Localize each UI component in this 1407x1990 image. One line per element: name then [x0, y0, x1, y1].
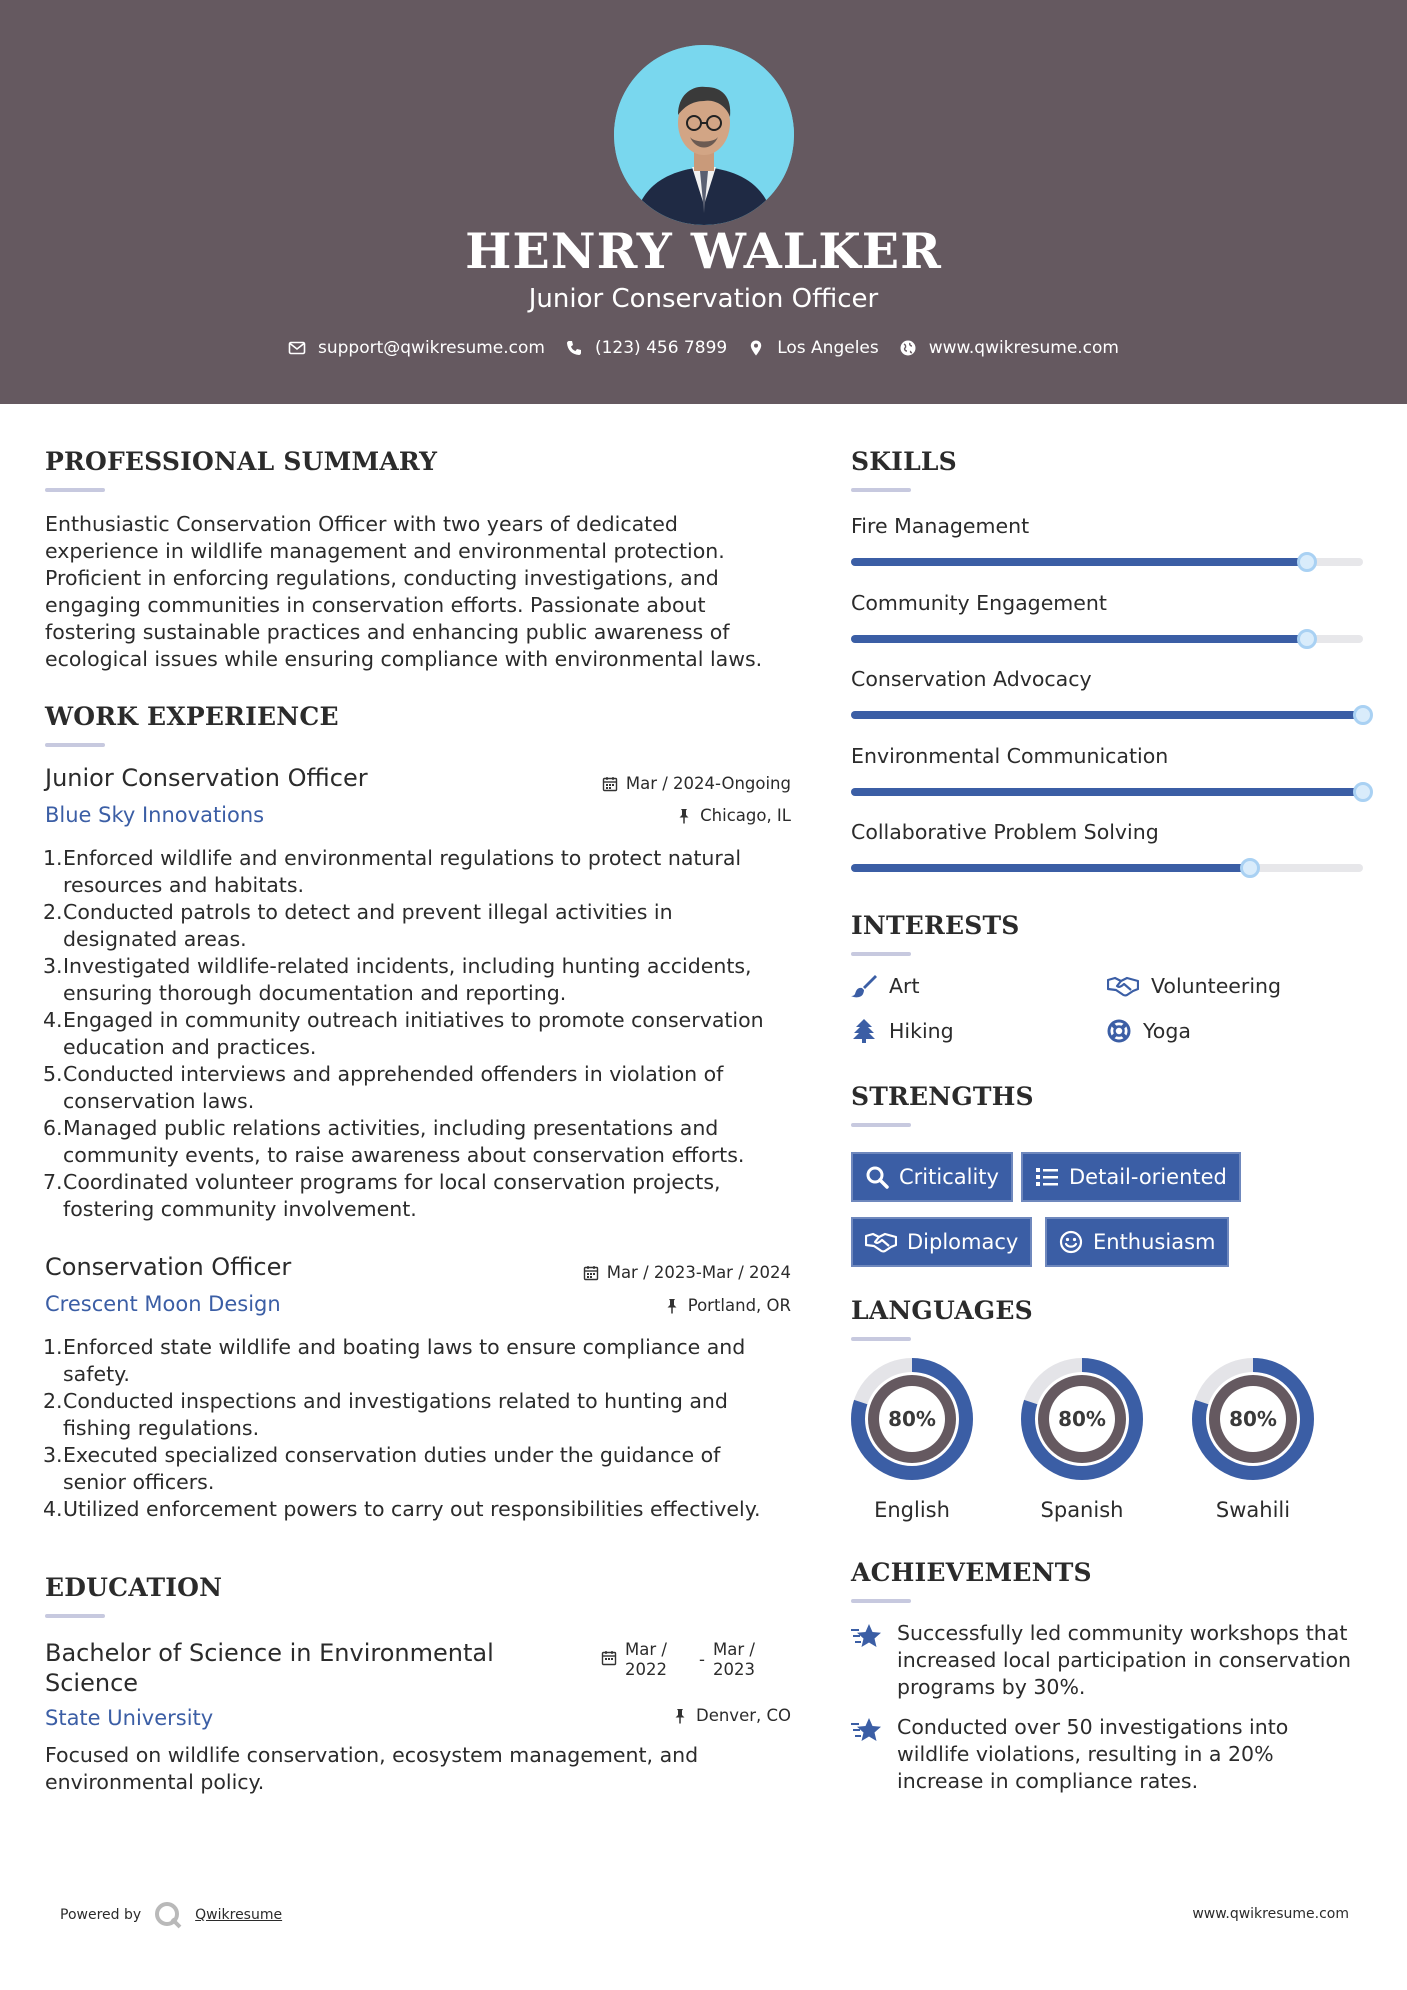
job-dates — [602, 774, 791, 793]
skill-bar-track — [851, 788, 1363, 796]
list-item — [45, 1169, 815, 1223]
strength-label: Criticality — [899, 1165, 999, 1189]
date-dash: - — [699, 1650, 705, 1669]
powered-by-text: Powered by — [60, 1907, 142, 1923]
job-company: Crescent Moon Design — [45, 1292, 281, 1316]
language-name: Swahili — [1215, 1498, 1291, 1522]
language-ring — [1021, 1358, 1143, 1480]
summary-underline — [45, 488, 105, 492]
skill-bar-knob — [1353, 782, 1373, 802]
duty-line: conservation laws. — [63, 1089, 255, 1113]
experience-underline — [45, 743, 105, 747]
candidate-title: Junior Conservation Officer — [528, 284, 879, 314]
smile-icon — [1059, 1230, 1083, 1254]
list-item — [45, 845, 815, 899]
skill-bar-fill — [851, 558, 1307, 566]
language-percent: 80% — [1229, 1407, 1277, 1431]
qwikresume-link[interactable]: Qwikresume — [195, 1907, 283, 1923]
list-number: 3. — [43, 954, 63, 978]
duty-line: ensuring thorough documentation and reporting. — [63, 981, 567, 1005]
strength-detail-oriented — [1021, 1152, 1241, 1202]
strength-label: Enthusiasm — [1093, 1230, 1216, 1254]
skills-underline — [851, 488, 911, 492]
globe-icon — [899, 339, 917, 357]
education-location — [672, 1706, 791, 1725]
interest-hiking — [851, 1019, 954, 1043]
skill-label: Fire Management — [851, 514, 1030, 538]
duty-line: fishing regulations. — [63, 1416, 260, 1440]
achievement-line: increase in compliance rates. — [897, 1769, 1199, 1793]
tree-icon — [851, 1019, 877, 1043]
job-location — [676, 806, 791, 825]
interest-yoga — [1107, 1019, 1191, 1043]
profile-photo — [614, 45, 794, 225]
job-duties-list — [45, 845, 815, 1223]
skill-label: Community Engagement — [851, 590, 1107, 615]
achievement-line: programs by 30%. — [897, 1675, 1086, 1699]
duty-line: Enforced wildlife and environmental regulations to protect natural — [63, 846, 742, 870]
job-title: Conservation Officer — [45, 1253, 292, 1281]
duty-line: resources and habitats. — [63, 873, 305, 897]
list-icon — [1035, 1165, 1059, 1189]
duty-line: Coordinated volunteer programs for local conservation projects, — [63, 1170, 721, 1194]
school-name: State University — [45, 1706, 214, 1730]
skill-bar-fill — [851, 711, 1363, 719]
experience-heading: WORK EXPERIENCE — [45, 702, 339, 731]
skills-heading: SKILLS — [851, 447, 957, 476]
duty-line: community events, to raise awareness about conservation efforts. — [63, 1143, 745, 1167]
list-item — [45, 1442, 815, 1496]
skill-label: Conservation Advocacy — [851, 667, 1092, 691]
summary-line: fostering sustainable practices and enhancing public awareness of — [45, 620, 730, 644]
job-dates-text: Mar / 2023-Mar / 2024 — [606, 1263, 791, 1282]
list-number: 7. — [43, 1170, 63, 1194]
education-desc-line: environmental policy. — [45, 1770, 265, 1794]
strength-criticality — [851, 1152, 1013, 1202]
language-percent: 80% — [888, 1407, 936, 1431]
resume-header — [0, 0, 1407, 404]
list-item — [45, 1496, 815, 1523]
education-dates — [601, 1640, 755, 1680]
duty-line: senior officers. — [63, 1470, 215, 1494]
language-name: Spanish — [1040, 1498, 1124, 1522]
language-ring — [851, 1358, 973, 1480]
contact-phone-text: (123) 456 7899 — [594, 338, 728, 358]
education-start — [625, 1640, 667, 1680]
list-number: 1. — [43, 846, 63, 870]
job-location-text: Portland, OR — [687, 1296, 791, 1315]
achievement-line: increased local participation in conservation — [897, 1648, 1351, 1672]
list-item — [45, 1334, 815, 1388]
strengths-underline — [851, 1123, 911, 1127]
strength-diplomacy — [851, 1217, 1032, 1267]
achievement-line: wildlife violations, resulting in a 20% — [897, 1742, 1274, 1766]
candidate-name: HENRY WALKER — [465, 222, 942, 280]
summary-line: Enthusiastic Conservation Officer with two years of dedicated — [45, 512, 678, 536]
footer-website[interactable]: www.qwikresume.com — [1192, 1906, 1349, 1922]
skill-label: Environmental Communication — [851, 743, 1169, 768]
summary-text — [45, 511, 805, 673]
list-item — [45, 1115, 815, 1169]
job-dates-text: Mar / 2024-Ongoing — [625, 774, 791, 793]
skill-bar-track — [851, 711, 1363, 719]
list-number: 4. — [43, 1497, 63, 1521]
language-percent: 80% — [1058, 1407, 1106, 1431]
summary-line: Proficient in enforcing regulations, conducting investigations, and — [45, 566, 719, 590]
list-item — [45, 899, 815, 953]
strength-label: Detail-oriented — [1069, 1165, 1227, 1189]
list-number: 6. — [43, 1116, 63, 1140]
language-ring — [1192, 1358, 1314, 1480]
skill-bar-track — [851, 558, 1363, 566]
summary-line: engaging communities in conservation efforts. Passionate about — [45, 593, 706, 617]
language-item — [1192, 1358, 1314, 1522]
job-dates — [583, 1263, 791, 1282]
language-item — [851, 1358, 973, 1522]
duty-line: Executed specialized conservation duties under the guidance of — [63, 1443, 721, 1467]
achievements-underline — [851, 1599, 911, 1603]
language-item — [1021, 1358, 1143, 1522]
achievement-text — [897, 1620, 1351, 1701]
list-number: 2. — [43, 1389, 63, 1413]
list-number: 4. — [43, 1008, 63, 1032]
magnifier-icon — [865, 1165, 889, 1189]
calendar-icon — [601, 1650, 617, 1666]
achievements-heading: ACHIEVEMENTS — [851, 1558, 1092, 1587]
degree-line: Science — [45, 1669, 139, 1697]
achievement-text — [897, 1714, 1288, 1795]
list-item — [45, 1007, 815, 1061]
list-number: 2. — [43, 900, 63, 924]
list-item — [45, 1061, 815, 1115]
pushpin-icon — [664, 1298, 680, 1314]
skill-bar-knob — [1353, 705, 1373, 725]
end-month: Mar / — [712, 1640, 755, 1659]
summary-line: experience in wildlife management and environmental protection. — [45, 539, 725, 563]
handshake-icon — [1107, 974, 1139, 998]
language-name: English — [874, 1498, 950, 1522]
contact-location-text: Los Angeles — [777, 338, 879, 358]
interest-label: Hiking — [889, 1019, 954, 1043]
education-location-text: Denver, CO — [695, 1706, 791, 1725]
interest-label: Art — [889, 974, 920, 998]
contact-website[interactable] — [899, 338, 1119, 358]
job-location — [664, 1296, 791, 1315]
languages-heading: LANGUAGES — [851, 1296, 1033, 1325]
duty-line: Engaged in community outreach initiatives to promote conservation — [63, 1008, 764, 1032]
contact-phone[interactable] — [565, 338, 727, 358]
strength-enthusiasm — [1045, 1217, 1229, 1267]
degree-title — [45, 1638, 494, 1698]
footer-powered-by — [60, 1900, 282, 1930]
contact-email-text: support@qwikresume.com — [318, 338, 545, 358]
phone-icon — [565, 339, 583, 357]
achievement-line: Successfully led community workshops that — [897, 1621, 1348, 1645]
contact-location — [747, 338, 879, 358]
start-month: Mar / — [625, 1640, 667, 1659]
education-end — [713, 1640, 755, 1680]
duty-line: safety. — [63, 1362, 130, 1386]
interests-underline — [851, 952, 911, 956]
pushpin-icon — [676, 808, 692, 824]
contact-website-text: www.qwikresume.com — [928, 338, 1119, 358]
interest-art — [851, 974, 920, 998]
skill-bar-fill — [851, 635, 1307, 643]
duty-line: Utilized enforcement powers to carry out responsibilities effectively. — [63, 1497, 761, 1521]
languages-underline — [851, 1337, 911, 1341]
education-heading: EDUCATION — [45, 1573, 223, 1602]
degree-line: Bachelor of Science in Environmental — [45, 1639, 494, 1667]
qwikresume-logo-icon — [153, 1900, 183, 1930]
contact-bar — [0, 338, 1407, 358]
duty-line: Investigated wildlife-related incidents, including hunting accidents, — [63, 954, 752, 978]
skill-bar-fill — [851, 864, 1250, 872]
list-number: 3. — [43, 1443, 63, 1467]
job-location-text: Chicago, IL — [700, 806, 791, 825]
duty-line: designated areas. — [63, 927, 247, 951]
strengths-heading: STRENGTHS — [851, 1082, 1034, 1111]
interest-label: Yoga — [1143, 1019, 1191, 1043]
skill-label: Collaborative Problem Solving — [851, 820, 1159, 844]
start-year: 2022 — [625, 1660, 667, 1679]
duty-line: Conducted inspections and investigations related to hunting and — [63, 1389, 728, 1413]
strength-label: Diplomacy — [907, 1230, 1019, 1254]
duty-line: Conducted patrols to detect and prevent illegal activities in — [63, 900, 673, 924]
calendar-icon — [602, 776, 618, 792]
calendar-icon — [583, 1265, 599, 1281]
handshake-icon — [865, 1230, 897, 1254]
star-icon — [851, 1716, 885, 1746]
paintbrush-icon — [851, 974, 877, 998]
skill-bar-track — [851, 864, 1363, 872]
summary-heading: PROFESSIONAL SUMMARY — [45, 447, 438, 476]
life-ring-icon — [1107, 1019, 1131, 1043]
interest-volunteering — [1107, 974, 1281, 998]
list-number: 1. — [43, 1335, 63, 1359]
duty-line: Managed public relations activities, including presentations and — [63, 1116, 719, 1140]
pushpin-icon — [672, 1708, 688, 1724]
interest-label: Volunteering — [1151, 974, 1282, 998]
list-number: 5. — [43, 1062, 63, 1086]
job-title: Junior Conservation Officer — [45, 764, 368, 792]
job-duties-list — [45, 1334, 815, 1523]
star-icon — [851, 1622, 885, 1652]
list-item — [45, 1388, 815, 1442]
summary-line: ecological issues while ensuring compliance with environmental laws. — [45, 647, 763, 671]
skill-bar-track — [851, 635, 1363, 643]
job-company: Blue Sky Innovations — [45, 803, 265, 827]
skill-bar-knob — [1297, 552, 1317, 572]
skill-bar-knob — [1240, 858, 1260, 878]
list-item — [45, 953, 815, 1007]
person-portrait-icon — [614, 45, 794, 225]
duty-line: fostering community involvement. — [63, 1197, 417, 1221]
achievement-item — [851, 1620, 1371, 1701]
education-description — [45, 1742, 805, 1796]
envelope-icon — [288, 339, 306, 357]
achievement-line: Conducted over 50 investigations into — [897, 1715, 1289, 1739]
education-desc-line: Focused on wildlife conservation, ecosystem management, and — [45, 1743, 699, 1767]
contact-email[interactable] — [288, 338, 545, 358]
education-underline — [45, 1614, 105, 1618]
skill-bar-knob — [1297, 629, 1317, 649]
duty-line: Conducted interviews and apprehended offenders in violation of — [63, 1062, 724, 1086]
interests-heading: INTERESTS — [851, 911, 1020, 940]
duty-line: Enforced state wildlife and boating laws to ensure compliance and — [63, 1335, 746, 1359]
map-pin-icon — [747, 339, 765, 357]
achievement-item — [851, 1714, 1371, 1795]
end-year: 2023 — [712, 1660, 755, 1679]
skill-bar-fill — [851, 788, 1363, 796]
duty-line: education and practices. — [63, 1035, 317, 1059]
